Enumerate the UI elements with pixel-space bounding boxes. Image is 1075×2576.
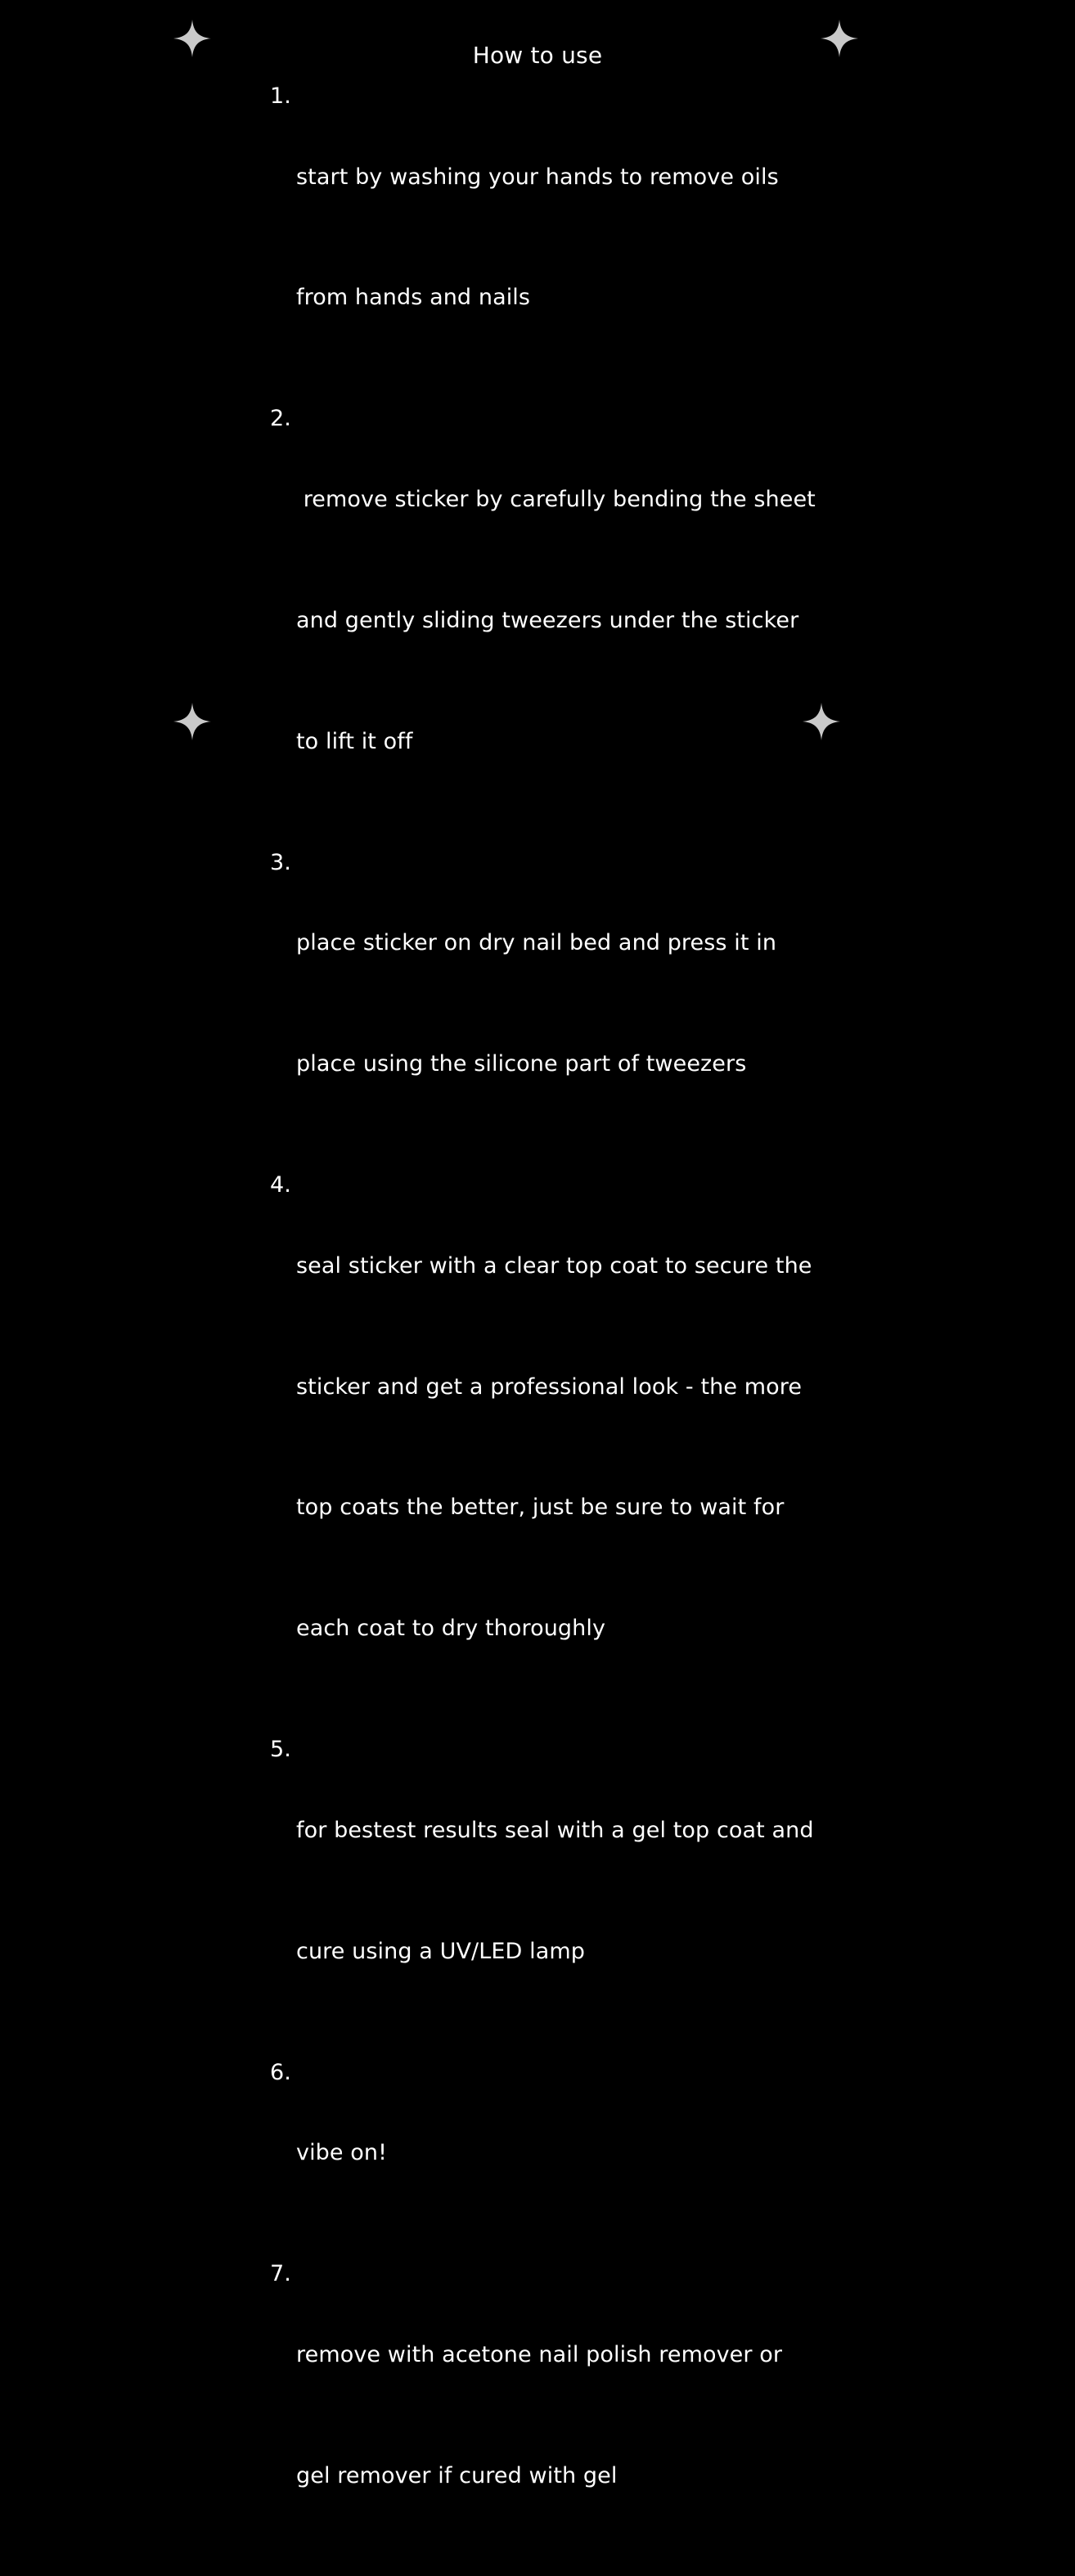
step-text <box>296 2254 843 2576</box>
step-text <box>296 398 843 842</box>
step-number: 5. <box>270 1737 291 1763</box>
step-line: sticker and get a professional look - the more <box>296 1373 803 1400</box>
list-item <box>270 76 843 398</box>
list-item <box>270 2052 843 2254</box>
step-line: remove with acetone nail polish remover or <box>296 2341 783 2367</box>
step-line: and gently sliding tweezers under the sticker <box>296 607 799 633</box>
step-number: 7. <box>270 2261 291 2287</box>
step-line: cure using a UV/LED lamp <box>296 1938 585 1964</box>
step-number: 2. <box>270 406 291 432</box>
step-text <box>296 1165 843 1729</box>
page-title: How to use <box>472 42 603 69</box>
list-item <box>270 1165 843 1729</box>
step-number: 3. <box>270 849 291 875</box>
list-item <box>270 1729 843 2052</box>
step-line: place using the silicone part of tweezers <box>296 1051 747 1077</box>
step-text <box>296 1729 843 2052</box>
step-line: top coats the better, just be sure to wait for <box>296 1495 785 1521</box>
step-line: each coat to dry thoroughly <box>296 1616 606 1642</box>
step-line: gel remover if cured with gel <box>296 2462 618 2488</box>
step-line: start by washing your hands to remove oils <box>296 164 779 190</box>
step-text <box>296 76 843 398</box>
step-text <box>296 843 843 1165</box>
list-item <box>270 2254 843 2576</box>
step-line: place sticker on dry nail bed and press it in <box>296 930 777 956</box>
step-text <box>296 2052 843 2254</box>
list-item <box>270 843 843 1165</box>
step-line: to lift it off <box>296 728 413 754</box>
step-line: from hands and nails <box>296 285 531 311</box>
step-number: 4. <box>270 1172 291 1198</box>
step-number: 6. <box>270 2059 291 2085</box>
sparkle-icon <box>173 703 211 740</box>
step-line: seal sticker with a clear top coat to secure the <box>296 1252 812 1279</box>
step-line: remove sticker by carefully bending the sheet <box>296 486 816 512</box>
step-line: vibe on! <box>296 2140 388 2166</box>
instructions-list <box>270 76 843 2576</box>
step-number: 1. <box>270 83 291 109</box>
list-item <box>270 398 843 842</box>
step-line: for bestest results seal with a gel top coat and <box>296 1817 814 1843</box>
